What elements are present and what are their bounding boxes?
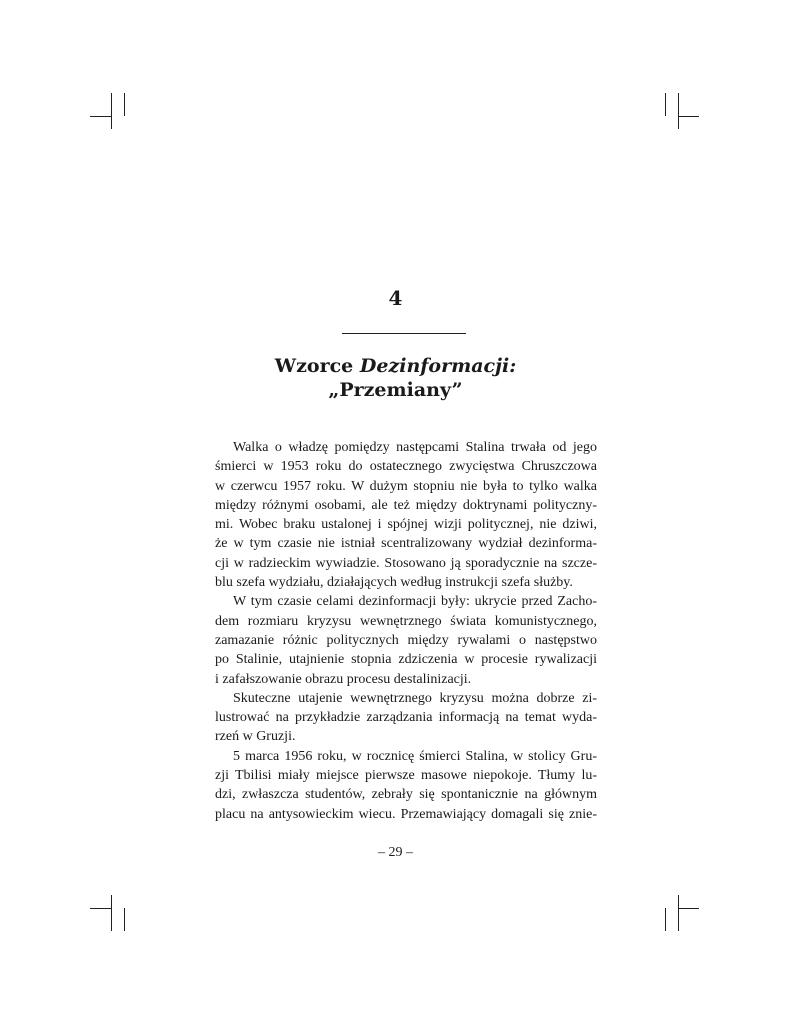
- paragraph-line: Walka o władzę pomiędzy następcami Stalina trwała od jego: [233, 440, 597, 455]
- crop-mark-top-right-horizontal: [678, 116, 699, 117]
- chapter-title: [0, 354, 791, 402]
- paragraph-line: w czerwcu 1957 roku. W dużym stopniu nie była to tylko walka: [215, 478, 597, 494]
- paragraph-line: dem rozmiaru kryzysu wewnętrznego świata komunistycznego,: [215, 613, 597, 629]
- chapter-title-line-1: [0, 354, 791, 378]
- crop-mark-top-right-vertical-inner: [665, 93, 666, 116]
- crop-mark-bottom-right-horizontal: [678, 908, 699, 909]
- paragraph-line: między różnymi osobami, ale też między doktrynami polityczny-: [215, 497, 597, 513]
- crop-mark-bottom-left-vertical-inner: [124, 908, 125, 931]
- crop-mark-bottom-left-horizontal: [90, 908, 111, 909]
- crop-mark-top-left-vertical-outer: [111, 93, 112, 129]
- paragraph-line: cji w radzieckim wywiadzie. Stosowano ją sporadycznie na szcze-: [215, 555, 597, 571]
- paragraph-line: dzi, zwłaszcza studentów, zebrały się spontanicznie na głównym: [215, 787, 597, 803]
- chapter-number: 4: [388, 286, 403, 310]
- crop-mark-bottom-left-vertical-outer: [111, 895, 112, 931]
- page-number: – 29 –: [378, 845, 413, 860]
- paragraph-line: że w tym czasie nie istniał scentralizowany wydział dezinforma-: [215, 536, 597, 552]
- paragraph-line: lustrować na przykładzie zarządzania informacją na temat wyda-: [215, 710, 597, 726]
- paragraph-line: placu na antysowieckim wiecu. Przemawiający domagali się znie-: [215, 806, 597, 822]
- crop-mark-bottom-right-vertical-outer: [678, 895, 679, 931]
- paragraph-line: po Stalinie, utajnienie stopnia zdziczenia w procesie rywalizacji: [215, 652, 597, 668]
- title-rule: [342, 333, 466, 334]
- crop-mark-bottom-right-vertical-inner: [665, 908, 666, 931]
- crop-mark-top-left-vertical-inner: [124, 93, 125, 116]
- paragraph-line: zji Tbilisi miały miejsce pierwsze masowe niepokoje. Tłumy lu-: [215, 768, 597, 784]
- chapter-title-text: Wzorce: [274, 355, 360, 377]
- paragraph-line: mi. Wobec braku ustalonej i spójnej wizji politycznej, nie dziwi,: [215, 517, 597, 533]
- chapter-title-line-2: „Przemiany”: [328, 379, 463, 401]
- paragraph-line: Skuteczne utajenie wewnętrznego kryzysu można dobrze zi-: [233, 690, 597, 706]
- paragraph-line: śmierci w 1953 roku do ostatecznego zwycięstwa Chruszczowa: [215, 459, 597, 475]
- paragraph-line: i zafałszowanie obrazu procesu destalinizacji.: [215, 671, 472, 687]
- crop-mark-top-right-vertical-outer: [678, 93, 679, 129]
- body-text: [215, 438, 597, 824]
- paragraph-line: zamazanie różnic politycznych między rywalami o następstwo: [215, 632, 597, 648]
- paragraph-line: blu szefa wydziału, działających według instrukcji szefa służby.: [215, 575, 573, 591]
- crop-mark-top-left-horizontal: [90, 116, 111, 117]
- paragraph-line: W tym czasie celami dezinformacji były: ukrycie przed Zacho-: [233, 594, 597, 610]
- paragraph-line: rzeń w Gruzji.: [215, 729, 296, 745]
- paragraph-line: 5 marca 1956 roku, w rocznicę śmierci Stalina, w stolicy Gru-: [233, 748, 597, 764]
- chapter-title-italic: Dezinformacji:: [359, 355, 517, 377]
